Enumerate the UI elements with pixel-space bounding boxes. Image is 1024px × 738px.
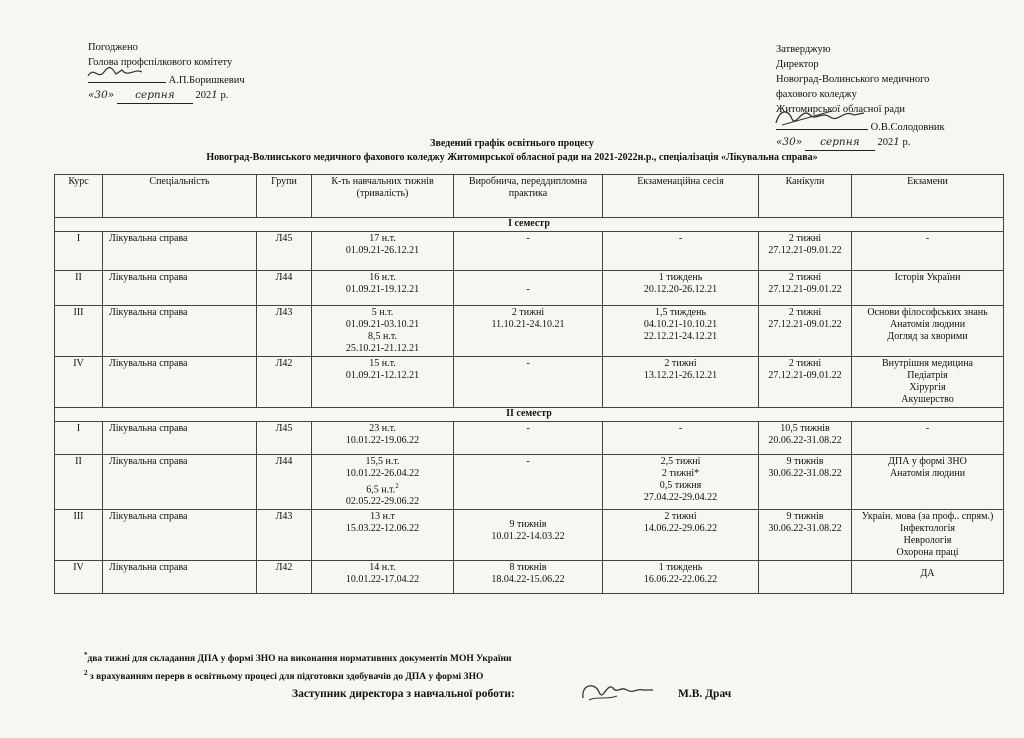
header-weeks: К-ть навчальних тижнів (тривалість) — [312, 175, 454, 218]
header-practice: Виробнича, переддипломна практика — [454, 175, 603, 218]
cell-exams: - — [852, 232, 1004, 271]
cell-specialty: Лікувальна справа — [103, 561, 257, 594]
approval-right-name: О.В.Солодовник — [870, 122, 945, 133]
approval-right-date: «30» серпня 2021 р. — [776, 135, 945, 151]
cell-session: 2 тижні 13.12.21-26.12.21 — [603, 357, 759, 408]
cell-practice: - — [454, 271, 603, 306]
table-row — [55, 561, 1004, 594]
cell-course: IV — [55, 561, 103, 594]
signature-left-image — [84, 64, 144, 82]
cell-weeks: 14 н.т. 10.01.22-17.04.22 — [312, 561, 454, 594]
header-specialty: Спеціальність — [103, 175, 257, 218]
footnotes — [84, 648, 511, 684]
cell-group: Л43 — [257, 510, 312, 561]
schedule-table — [54, 174, 1004, 594]
cell-group: Л42 — [257, 561, 312, 594]
cell-course: I — [55, 232, 103, 271]
table-header-row — [55, 175, 1004, 218]
cell-weeks: 17 н.т. 01.09.21-26.12.21 — [312, 232, 454, 271]
header-course: Курс — [55, 175, 103, 218]
cell-exams: Основи філософських знань Анатомія людини Догляд за хворими — [852, 306, 1004, 357]
table-row — [55, 455, 1004, 510]
footer-signature — [292, 688, 732, 700]
header-exams: Екзамени — [852, 175, 1004, 218]
cell-weeks: 5 н.т. 01.09.21-03.10.21 8,5 н.т. 25.10.21-21.12.21 — [312, 306, 454, 357]
cell-exams: Украін. мова (за проф.. спрям.) Інфектологія Неврологія Охорона праці — [852, 510, 1004, 561]
cell-session: 2,5 тижні 2 тижні* 0,5 тижня 27.04.22-29.04.22 — [603, 455, 759, 510]
cell-exams: ДА — [852, 561, 1004, 594]
semester-row — [55, 218, 1004, 232]
approval-right-position: Директор — [776, 59, 819, 70]
cell-holidays: 10,5 тижнів 20.06.22-31.08.22 — [759, 422, 852, 455]
approval-right-org-1: Новоград-Волинського медичного — [776, 74, 930, 85]
cell-holidays: 2 тижні 27.12.21-09.01.22 — [759, 306, 852, 357]
cell-specialty: Лікувальна справа — [103, 422, 257, 455]
table-row — [55, 232, 1004, 271]
table-row — [55, 306, 1004, 357]
cell-session: 1,5 тиждень 04.10.21-10.10.21 22.12.21-24.12.21 — [603, 306, 759, 357]
approval-right-org-3: Житомирської обласної ради — [776, 104, 906, 115]
cell-course: II — [55, 271, 103, 306]
approval-right-label: Затверджую — [776, 44, 831, 55]
semester-label: I семестр — [55, 218, 1004, 232]
cell-weeks: 15 н.т. 01.09.21-12.12.21 — [312, 357, 454, 408]
cell-specialty: Лікувальна справа — [103, 357, 257, 408]
cell-weeks: 13 н.т 15.03.22-12.06.22 — [312, 510, 454, 561]
footnote-1: *два тижні для складання ДПА у формі ЗНО на виконання нормативних документів МОН України — [84, 651, 512, 665]
cell-course: III — [55, 306, 103, 357]
cell-session: 2 тижні 14.06.22-29.06.22 — [603, 510, 759, 561]
table-row — [55, 422, 1004, 455]
cell-weeks: 23 н.т. 10.01.22-19.06.22 — [312, 422, 454, 455]
table-row — [55, 357, 1004, 408]
semester-row — [55, 408, 1004, 422]
footer-position: Заступник директора з навчальної роботи: — [292, 688, 515, 700]
approval-right — [776, 42, 945, 151]
approval-right-signature-line — [776, 117, 945, 135]
header-session: Екзаменаційна сесія — [603, 175, 759, 218]
footnote-2: $^2$ з врахуванням перерв в освітньому процесі для підготовки здобувачів до ДПА у формі ЗНО — [84, 669, 484, 683]
signature-footer-image — [577, 678, 657, 706]
cell-weeks: 15,5 н.т. 10.01.22-26.04.22 6,5 н.т.$^2$ 02.05.22-29.06.22 — [312, 455, 454, 510]
document-title: Зведений графік освітнього процесу — [430, 138, 594, 149]
cell-practice: - — [454, 357, 603, 408]
cell-practice: - — [454, 455, 603, 510]
approval-left-name: А.П.Боришкевич — [168, 75, 245, 86]
header-holidays: Канікули — [759, 175, 852, 218]
cell-session: 1 тиждень 16.06.22-22.06.22 — [603, 561, 759, 594]
cell-exams: ДПА у формі ЗНО Анатомія людини — [852, 455, 1004, 510]
cell-course: I — [55, 422, 103, 455]
cell-exams: Внутрішня медицина Педіатрія Хірургія Акушерство — [852, 357, 1004, 408]
cell-course: III — [55, 510, 103, 561]
cell-course: II — [55, 455, 103, 510]
cell-holidays: 2 тижні 27.12.21-09.01.22 — [759, 232, 852, 271]
table-row — [55, 271, 1004, 306]
footer-name: М.В. Драч — [678, 688, 732, 700]
cell-group: Л44 — [257, 455, 312, 510]
cell-exams: Історія України — [852, 271, 1004, 306]
header-group: Групи — [257, 175, 312, 218]
cell-practice: 2 тижні 11.10.21-24.10.21 — [454, 306, 603, 357]
approval-right-org-2: фахового коледжу — [776, 89, 857, 100]
cell-session: - — [603, 422, 759, 455]
cell-course: IV — [55, 357, 103, 408]
table-row — [55, 510, 1004, 561]
semester-label: II семестр — [55, 408, 1004, 422]
cell-specialty: Лікувальна справа — [103, 232, 257, 271]
cell-specialty: Лікувальна справа — [103, 306, 257, 357]
cell-group: Л45 — [257, 422, 312, 455]
cell-practice: 8 тижнів 18.04.22-15.06.22 — [454, 561, 603, 594]
cell-holidays — [759, 561, 852, 594]
cell-holidays: 2 тижні 27.12.21-09.01.22 — [759, 357, 852, 408]
cell-group: Л43 — [257, 306, 312, 357]
cell-holidays: 2 тижні 27.12.21-09.01.22 — [759, 271, 852, 306]
cell-session: - — [603, 232, 759, 271]
cell-session: 1 тиждень 20.12.20-26.12.21 — [603, 271, 759, 306]
approval-left — [88, 40, 245, 104]
cell-specialty: Лікувальна справа — [103, 455, 257, 510]
cell-practice: - — [454, 422, 603, 455]
document-subtitle: Новоград-Волинського медичного фахового коледжу Житомирської обласної ради на 2021-2022н.р., спеціалізація «Лікувальна справа» — [206, 152, 818, 163]
cell-group: Л45 — [257, 232, 312, 271]
cell-exams: - — [852, 422, 1004, 455]
cell-group: Л42 — [257, 357, 312, 408]
cell-specialty: Лікувальна справа — [103, 510, 257, 561]
cell-group: Л44 — [257, 271, 312, 306]
signature-right-image — [772, 105, 868, 131]
cell-practice: - — [454, 232, 603, 271]
cell-holidays: 9 тижнів 30.06.22-31.08.22 — [759, 455, 852, 510]
cell-practice: 9 тижнів 10.01.22-14.03.22 — [454, 510, 603, 561]
cell-holidays: 9 тижнів 30.06.22-31.08.22 — [759, 510, 852, 561]
cell-weeks: 16 н.т. 01.09.21-19.12.21 — [312, 271, 454, 306]
approval-left-signature-line — [88, 70, 245, 88]
approval-left-label: Погоджено — [88, 42, 138, 53]
approval-left-position: Голова профспілкового комітету — [88, 57, 233, 68]
cell-specialty: Лікувальна справа — [103, 271, 257, 306]
approval-left-date: «30» серпня 2021 р. — [88, 88, 245, 104]
